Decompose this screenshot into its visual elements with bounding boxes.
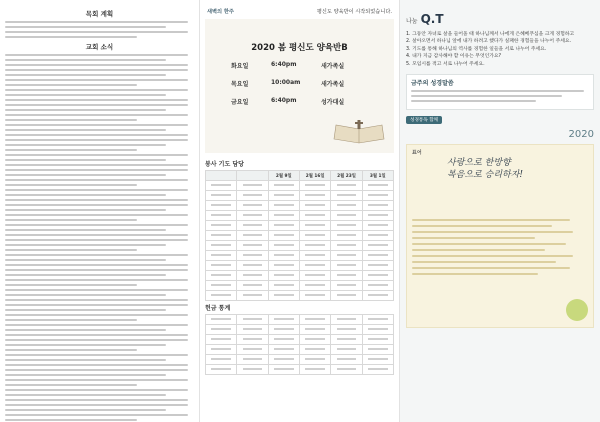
table-header-row — [206, 171, 394, 181]
list-item: 5. 모임시를 적고 서로 나누어 주세요. — [406, 61, 485, 67]
table-header-cell: 2월 9일 — [268, 171, 299, 181]
brand-row — [406, 129, 594, 140]
table-row — [206, 201, 394, 211]
weekly-verse-title: 금주의 성경말씀 — [411, 80, 454, 88]
middle-header — [205, 6, 394, 19]
prayer-duty-title: 봉사 기도 담당 — [205, 161, 244, 168]
schedule-list — [231, 61, 381, 115]
motto-line-2: 복음으로 승리하자! — [447, 170, 524, 181]
badge-icon — [566, 299, 588, 321]
schedule-row — [231, 97, 381, 106]
motto-text-placeholder — [412, 219, 587, 279]
table-row — [206, 211, 394, 221]
left-column — [0, 0, 200, 422]
motto-line-1: 사랑으로 한방향 — [447, 158, 511, 169]
schedule-room: 성가대실 — [321, 99, 345, 106]
table-row — [206, 345, 394, 355]
header-badge: 새벽의 한주 — [207, 9, 234, 15]
right-column — [400, 0, 600, 422]
table-row — [206, 355, 394, 365]
list-item: 4. 내가 지금 감사해야 할 이유는 무엇인가요? — [406, 54, 502, 60]
schedule-row — [231, 61, 381, 70]
table-row — [206, 281, 394, 291]
table-row — [206, 335, 394, 345]
middle-column — [200, 0, 400, 422]
class-banner — [205, 19, 394, 153]
plan-title: 목회 계획 — [85, 10, 114, 18]
list-item: 3. 기도를 통해 하나님의 역사를 경험한 일들을 서로 나누어 주세요. — [406, 46, 547, 52]
table-row — [206, 291, 394, 301]
table-row — [206, 251, 394, 261]
qt-prefix: 나눔 — [406, 18, 418, 25]
prayer-duty-table — [205, 170, 394, 301]
motto-calligraphy — [447, 157, 523, 181]
qt-header — [406, 12, 594, 26]
schedule-day: 화요일 — [231, 63, 249, 70]
news-text-placeholder — [5, 54, 194, 422]
table-row — [206, 221, 394, 231]
news-title: 교회 소식 — [85, 43, 114, 51]
bible-reading-row — [406, 116, 594, 124]
schedule-room: 새가족실 — [321, 63, 345, 70]
banner-title: 2020 봄 평신도 양육반B — [251, 43, 348, 53]
list-item: 1. 그동안 자녀로 살을 들어올 때 하나님께서 나에게 은혜베푸심을 크게 경험하고 — [406, 32, 575, 37]
qt-question-list — [406, 31, 594, 68]
table-header-cell — [206, 171, 237, 181]
table-row — [206, 271, 394, 281]
schedule-time: 6:40pm — [271, 61, 297, 68]
brand-year: 2020 — [568, 129, 594, 141]
schedule-day: 금요일 — [231, 99, 249, 106]
table-header-cell: 2월 16일 — [299, 171, 330, 181]
schedule-time: 10:00am — [271, 79, 301, 86]
motto-header: 표어 — [412, 150, 422, 157]
table-header-cell — [237, 171, 268, 181]
table-row — [206, 315, 394, 325]
table-row — [206, 325, 394, 335]
schedule-room: 새가족실 — [321, 81, 345, 88]
bible-reading-chip: 성경통독 함께 — [406, 116, 442, 124]
motto-panel — [406, 144, 594, 328]
offering-summary-title: 헌금 통계 — [205, 305, 231, 312]
weekly-verse-text-placeholder — [411, 90, 589, 102]
schedule-row — [231, 79, 381, 88]
qt-title: Q.T — [420, 12, 444, 26]
open-bible-icon — [332, 119, 386, 145]
table-header-cell: 2월 23일 — [331, 171, 362, 181]
table-row — [206, 231, 394, 241]
weekly-verse-box — [406, 74, 594, 110]
table-row — [206, 191, 394, 201]
table-header-cell: 3월 1일 — [362, 171, 393, 181]
plan-text-placeholder — [5, 21, 194, 38]
table-row — [206, 241, 394, 251]
schedule-day: 목요일 — [231, 81, 249, 88]
list-item: 2. 살아오면서 하나님 앞에 내가 하려고 했다가 실패한 경험들을 나누어 주세요. — [406, 39, 571, 45]
table-row — [206, 261, 394, 271]
header-notice: 평신도 양육반이 시작되었습니다. — [316, 9, 392, 15]
schedule-time: 6:40pm — [271, 97, 297, 104]
table-row — [206, 365, 394, 375]
table-row — [206, 181, 394, 191]
offering-summary-table — [205, 314, 394, 375]
